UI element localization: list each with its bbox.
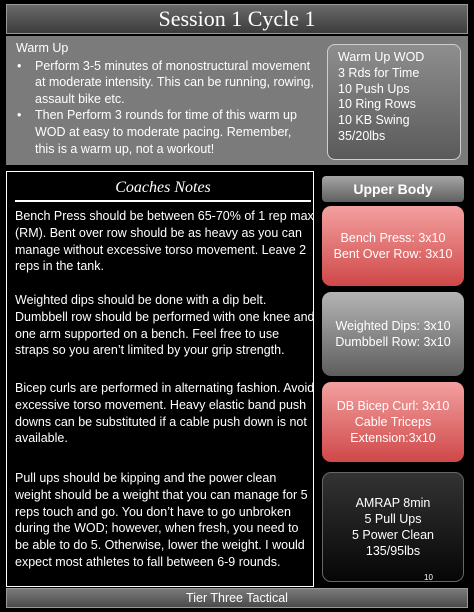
amrap-box [322, 472, 464, 582]
coaches-notes-panel [6, 171, 314, 587]
warmup-instructions [16, 40, 314, 157]
workout-line: Bench Press: 3x10 [340, 231, 446, 245]
warmup-panel [6, 36, 468, 165]
warmup-wod-line: 35/20lbs [338, 128, 386, 143]
coaches-notes-header: Coaches Notes [15, 176, 311, 202]
warmup-bullet-list [16, 58, 314, 158]
workout-line: AMRAP 8min [355, 496, 431, 510]
warmup-wod-line: 10 Push Ups [338, 81, 410, 96]
workout-line: Bent Over Row: 3x10 [333, 247, 453, 261]
workout-line: Cable Triceps [354, 415, 432, 429]
warmup-bullet: • Perform 3-5 minutes of monostructural movement at moderate intensity. This can be running, rowing, assault bike etc. [16, 58, 314, 108]
workout-line: Dumbbell Row: 3x10 [335, 335, 451, 349]
page-number: 10 [424, 573, 433, 582]
warmup-bullet: • Then Perform 3 rounds for time of this warm up WOD at easy to moderate pacing. Remember, this is a warm up, not a workout! [16, 107, 314, 157]
dips-row-box [322, 292, 464, 376]
coaches-note: Bench Press should be between 65-70% of 1 rep max (RM). Bent over row should be as heavy as you can manage without excessive torso movement. Leave 2 reps in the tank. [15, 209, 314, 274]
warmup-wod-box [327, 44, 461, 160]
workout-line: 135/95lbs [365, 544, 421, 558]
workout-line: 5 Pull Ups [364, 512, 422, 526]
coaches-note: Pull ups should be kipping and the power clean weight should be a weight that you can manage for 5 reps touch and go. You don’t have to go unbroken during the WOD; however, when fresh, you need to be able to do 5. Otherwise, lower the weight. I would expect most athletes to fall between 6-9 rounds. [15, 471, 308, 569]
warmup-wod-line: 10 KB Swing [338, 113, 410, 128]
warmup-wod-line: Warm Up WOD [338, 50, 425, 64]
curl-triceps-box [322, 382, 464, 462]
coaches-note: Bicep curls are performed in alternating fashion. Avoid excessive torso movement. Heavy elastic band push downs can be substituted if a cable push down is not available. [15, 381, 315, 446]
workout-line: Weighted Dips: 3x10 [335, 319, 451, 333]
warmup-wod-line: 3 Rds for Time [338, 65, 420, 80]
footer: Tier Three Tactical [6, 588, 468, 608]
workout-line: 5 Power Clean [352, 528, 434, 542]
workout-line: DB Bicep Curl: 3x10 [336, 399, 450, 413]
warmup-heading: Warm Up [16, 41, 69, 55]
bench-row-box [322, 206, 464, 286]
upper-body-header: Upper Body [322, 176, 464, 202]
workout-line: Extension:3x10 [350, 431, 436, 445]
warmup-wod-line: 10 Ring Rows [338, 97, 416, 112]
page-title: Session 1 Cycle 1 [6, 4, 468, 34]
coaches-note: Weighted dips should be done with a dip belt. Dumbbell row should be performed with one knee and one arm supported on a bench. Feel free to use straps so you aren’t limited by your grip strength. [15, 293, 315, 358]
